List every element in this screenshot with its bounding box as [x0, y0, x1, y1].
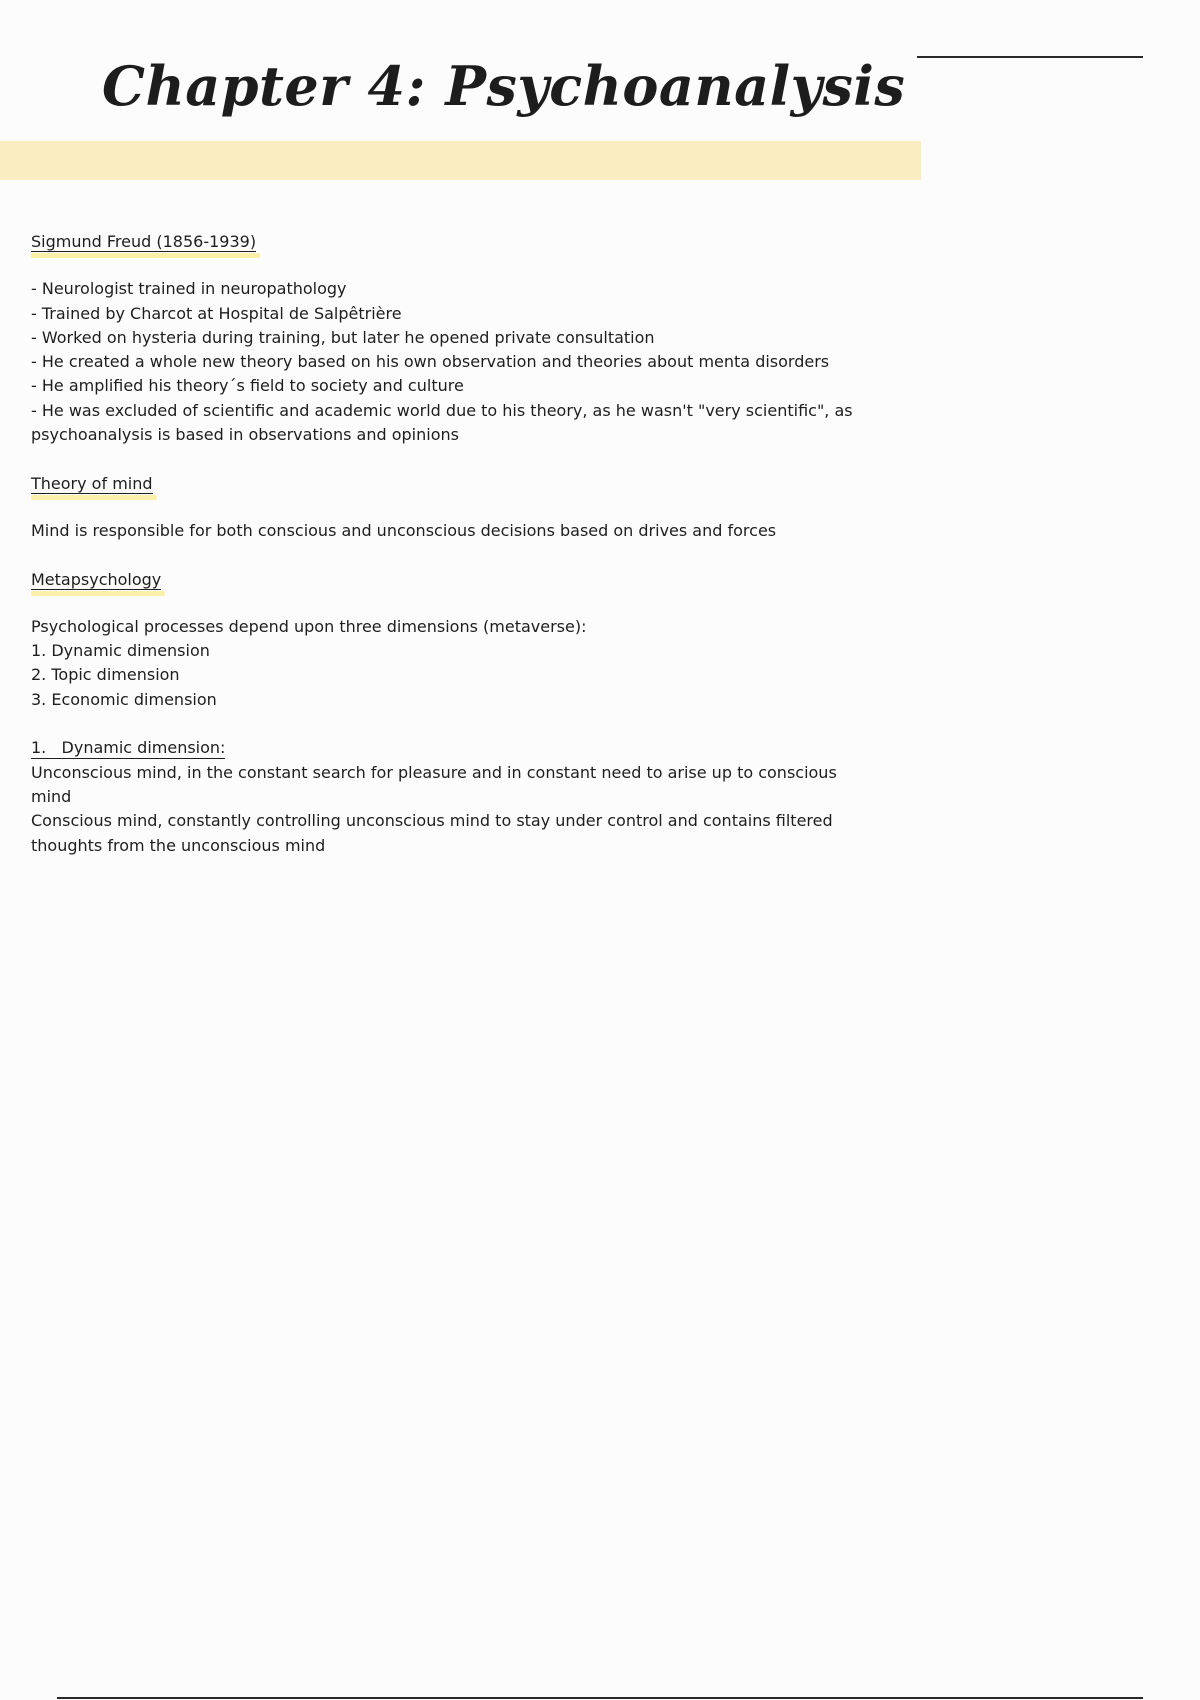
list-item: 2. Topic dimension: [31, 665, 180, 685]
bottom-rule: [57, 1697, 1143, 1699]
title-highlight-band: [0, 141, 921, 180]
spacer: [31, 543, 891, 567]
list-item-continuation: psychoanalysis is based in observations and opinions: [31, 425, 459, 445]
dynamic-dimension-line: Conscious mind, constantly controlling unconscious mind to stay under control and contains filtered: [31, 811, 833, 831]
section-metapsychology: [31, 568, 891, 712]
spacer: [31, 712, 891, 736]
freud-heading: [31, 230, 256, 258]
metapsychology-heading-text: Metapsychology: [31, 569, 162, 589]
list-item: - He amplified his theory´s field to society and culture: [31, 376, 464, 396]
list-item: 3. Economic dimension: [31, 689, 217, 709]
spacer: [31, 258, 891, 277]
metapsychology-intro: Psychological processes depend upon three dimensions (metaverse):: [31, 616, 587, 636]
freud-heading-text: Sigmund Freud (1856-1939): [31, 232, 257, 251]
list-item: - Trained by Charcot at Hospital de Salpêtrière: [31, 303, 402, 323]
theory-of-mind-text: Mind is responsible for both conscious and unconscious decisions based on drives and forces: [31, 520, 777, 540]
theory-of-mind-heading-text: Theory of mind: [31, 473, 153, 493]
list-item: 1. Dynamic dimension: [31, 641, 210, 661]
dynamic-dimension-line: mind: [31, 786, 72, 806]
top-right-rule: [917, 56, 1143, 58]
spacer: [31, 500, 891, 519]
dynamic-dimension-line: Unconscious mind, in the constant search for pleasure and in constant need to arise up to conscious: [31, 762, 837, 782]
section-dynamic-dimension: [31, 736, 891, 857]
list-item: - He created a whole new theory based on his own observation and theories about menta disorders: [31, 352, 830, 372]
list-item: - Neurologist trained in neuropathology: [31, 279, 347, 299]
list-item: - He was excluded of scientific and academic world due to his theory, as he wasn't "very scientific", as: [31, 400, 853, 420]
page-title: Chapter 4: Psychoanalysis: [102, 54, 906, 118]
section-freud: [31, 230, 891, 447]
dynamic-dimension-heading: 1. Dynamic dimension:: [31, 738, 226, 758]
spacer: [31, 447, 891, 471]
dynamic-dimension-line: thoughts from the unconscious mind: [31, 835, 326, 855]
section-theory-of-mind: [31, 472, 891, 544]
metapsychology-heading: [31, 568, 161, 596]
spacer: [31, 596, 891, 615]
theory-of-mind-heading: [31, 472, 153, 500]
list-item: - Worked on hysteria during training, but later he opened private consultation: [31, 327, 655, 347]
notes-content: [31, 230, 891, 858]
